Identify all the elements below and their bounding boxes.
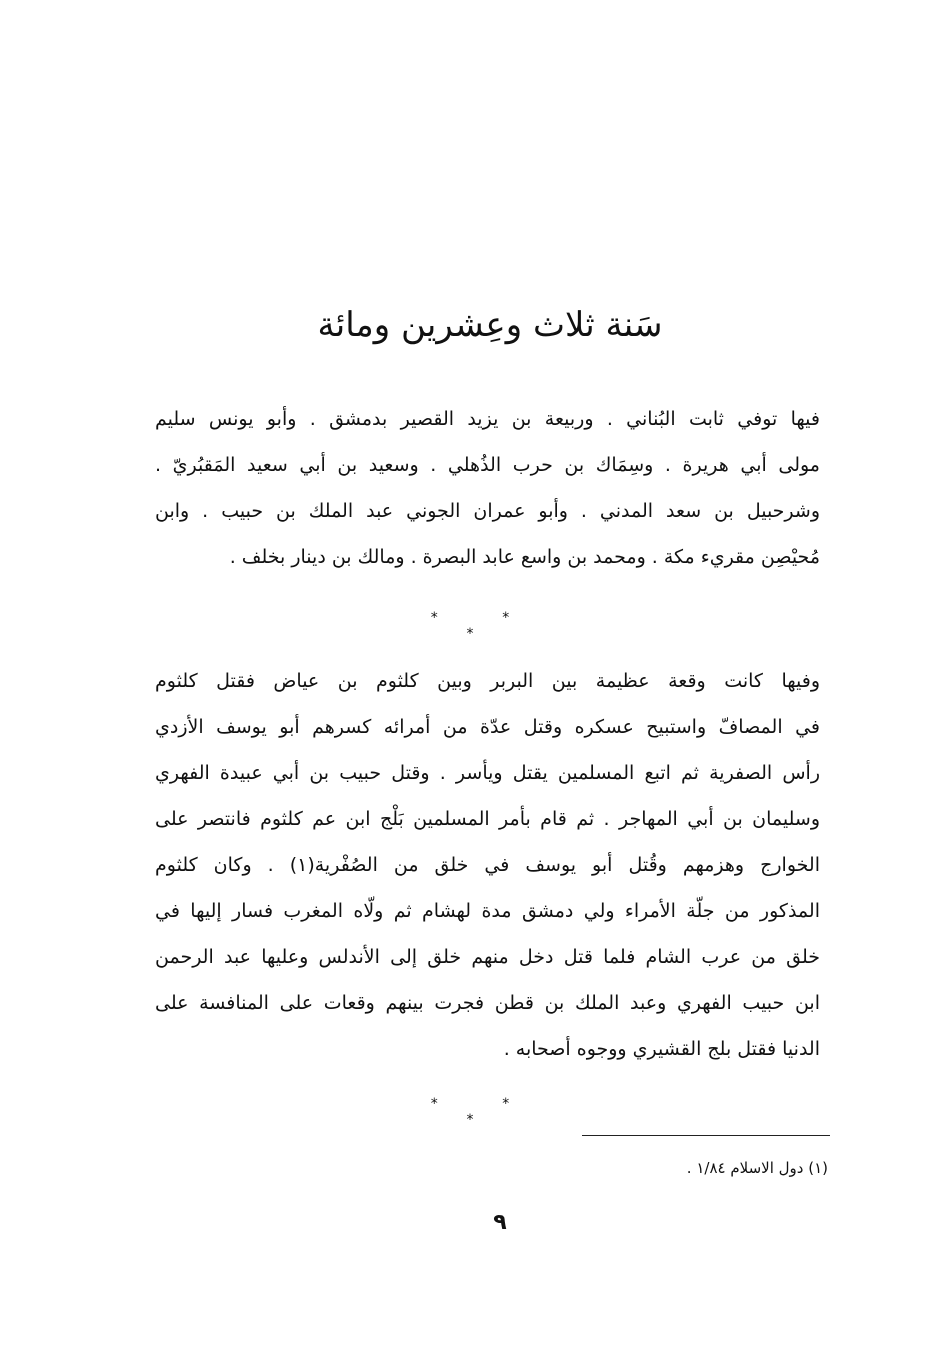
paragraph-line: خلق من عرب الشام فلما قتل دخل منهم خلق إلى الأندلس وعليها عبد الرحمن — [155, 946, 820, 968]
paragraph-line: ابن حبيب الفهري وعبد الملك بن قطن فجرت بينهم وقعات على المنافسة على — [155, 992, 820, 1014]
paragraph-line: وشرحبيل بن سعد المدني . وأبو عمران الجوني عبد الملك بن حبيب . وابن — [155, 500, 820, 522]
paragraph-line: الدنيا فقتل بلج القشيري ووجوه أصحابه . — [503, 1038, 820, 1060]
footnote: (١) دول الاسلام ١/٨٤ . — [686, 1159, 828, 1177]
section-separator: * * * — [430, 610, 540, 642]
paragraph-line: رأس الصفرية ثم اتبع المسلمين يقتل ويأسر . وقتل حبيب بن أبي عبيدة الفهري — [155, 762, 820, 784]
paragraph-line: مولى أبي هريرة . وسِمَاك بن حرب الذُهلي . وسعيد بن أبي سعيد المَقبُريّ . — [155, 454, 820, 476]
paragraph-line: المذكور من جلّة الأمراء ولي دمشق مدة لهشام ثم ولّاه المغرب فسار إليها في — [155, 900, 820, 922]
footnote-divider — [582, 1135, 830, 1136]
paragraph-line: وفيها كانت وقعة عظيمة بين البربر وبين كلثوم بن عياض فقتل كلثوم — [155, 670, 820, 692]
paragraph-line: في المصافّ واستبيح عسكره وقتل عدّة من أمرائه كسرهم أبو يوسف الأزدي — [155, 716, 820, 738]
paragraph-line: فيها توفي ثابت البُناني . وربيعة بن يزيد القصير بدمشق . وأبو يونس سليم — [155, 408, 820, 430]
paragraph-line: الخوارج وهزمهم وقُتل أبو يوسف في خلق من الصُفْرية(١) . وكان كلثوم — [155, 854, 820, 876]
paragraph-line: وسليمان بن أبي المهاجر . ثم قام بأمر المسلمين بَلْج ابن عم كلثوم فانتصر على — [155, 808, 820, 830]
section-separator: * * * — [430, 1096, 540, 1128]
paragraph-line: مُحيْصِن مقريء مكة . ومحمد بن واسع عابد البصرة . ومالك بن دينار بخلف . — [229, 546, 820, 568]
page-number: ٩ — [493, 1210, 507, 1235]
paragraph-events — [155, 658, 820, 1072]
chapter-title: سَنة ثلاث وعِشرين ومائة — [317, 304, 663, 345]
paragraph-deaths — [155, 396, 820, 580]
